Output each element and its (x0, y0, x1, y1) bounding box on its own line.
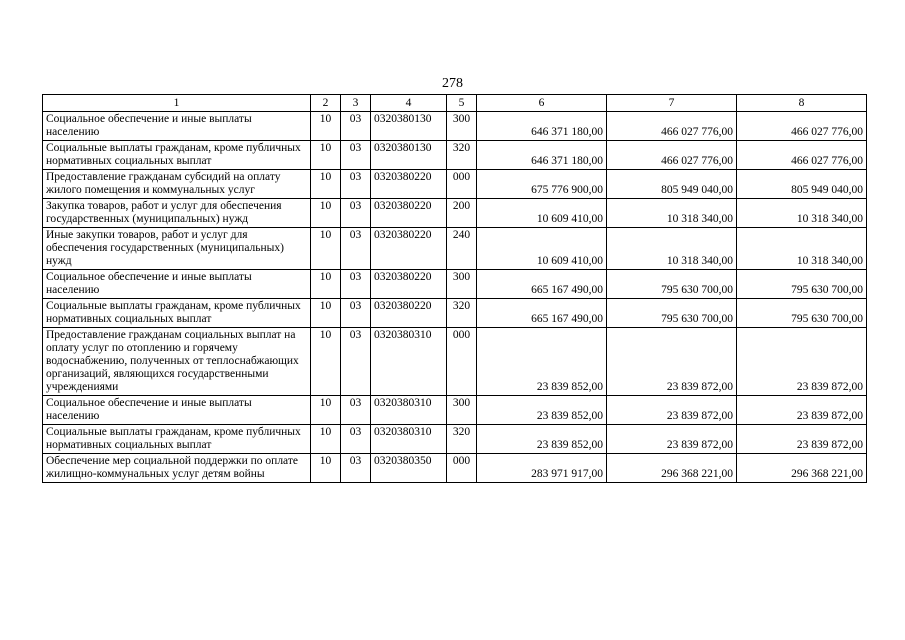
section-cell: 10 (311, 141, 341, 170)
amount-col8-cell: 466 027 776,00 (737, 112, 867, 141)
expense-type-cell: 000 (447, 454, 477, 483)
amount-col6-cell: 10 609 410,00 (477, 228, 607, 270)
section-cell: 10 (311, 454, 341, 483)
target-code-cell: 0320380220 (371, 228, 447, 270)
target-code-cell: 0320380220 (371, 170, 447, 199)
column-header: 4 (371, 95, 447, 112)
target-code-cell: 0320380220 (371, 299, 447, 328)
subsection-cell: 03 (341, 454, 371, 483)
column-header: 1 (43, 95, 311, 112)
section-cell: 10 (311, 112, 341, 141)
target-code-cell: 0320380220 (371, 199, 447, 228)
subsection-cell: 03 (341, 396, 371, 425)
item-name-cell: Предоставление гражданам социальных выплат на оплату услуг по отоплению и горячему водоснабжению, полученных от теплоснабжающих организаций, являющихся государственными учреждениями (43, 328, 311, 396)
subsection-cell: 03 (341, 299, 371, 328)
amount-col8-cell: 795 630 700,00 (737, 299, 867, 328)
column-header: 7 (607, 95, 737, 112)
section-cell: 10 (311, 170, 341, 199)
section-cell: 10 (311, 299, 341, 328)
target-code-cell: 0320380350 (371, 454, 447, 483)
expense-type-cell: 300 (447, 396, 477, 425)
amount-col6-cell: 646 371 180,00 (477, 112, 607, 141)
section-cell: 10 (311, 270, 341, 299)
amount-col6-cell: 646 371 180,00 (477, 141, 607, 170)
item-name-cell: Социальное обеспечение и иные выплаты населению (43, 112, 311, 141)
subsection-cell: 03 (341, 228, 371, 270)
amount-col7-cell: 795 630 700,00 (607, 270, 737, 299)
amount-col7-cell: 23 839 872,00 (607, 425, 737, 454)
amount-col7-cell: 10 318 340,00 (607, 228, 737, 270)
expense-type-cell: 000 (447, 328, 477, 396)
column-header: 8 (737, 95, 867, 112)
amount-col7-cell: 296 368 221,00 (607, 454, 737, 483)
amount-col7-cell: 466 027 776,00 (607, 112, 737, 141)
subsection-cell: 03 (341, 270, 371, 299)
target-code-cell: 0320380310 (371, 396, 447, 425)
item-name-cell: Социальное обеспечение и иные выплаты населению (43, 396, 311, 425)
item-name-cell: Социальные выплаты гражданам, кроме публичных нормативных социальных выплат (43, 141, 311, 170)
column-header: 2 (311, 95, 341, 112)
subsection-cell: 03 (341, 425, 371, 454)
table-row (43, 270, 867, 299)
column-header: 6 (477, 95, 607, 112)
amount-col8-cell: 805 949 040,00 (737, 170, 867, 199)
table-row (43, 328, 867, 396)
table-row (43, 170, 867, 199)
target-code-cell: 0320380130 (371, 141, 447, 170)
amount-col7-cell: 10 318 340,00 (607, 199, 737, 228)
amount-col6-cell: 675 776 900,00 (477, 170, 607, 199)
target-code-cell: 0320380310 (371, 328, 447, 396)
amount-col8-cell: 10 318 340,00 (737, 199, 867, 228)
subsection-cell: 03 (341, 328, 371, 396)
expense-type-cell: 300 (447, 270, 477, 299)
item-name-cell: Обеспечение мер социальной поддержки по оплате жилищно-коммунальных услуг детям войны (43, 454, 311, 483)
amount-col6-cell: 23 839 852,00 (477, 328, 607, 396)
item-name-cell: Социальные выплаты гражданам, кроме публичных нормативных социальных выплат (43, 425, 311, 454)
table-row (43, 112, 867, 141)
amount-col6-cell: 23 839 852,00 (477, 396, 607, 425)
table-body (43, 112, 867, 483)
expense-type-cell: 200 (447, 199, 477, 228)
header-row (43, 95, 867, 112)
section-cell: 10 (311, 228, 341, 270)
table-row (43, 141, 867, 170)
amount-col8-cell: 23 839 872,00 (737, 328, 867, 396)
expense-type-cell: 240 (447, 228, 477, 270)
table-row (43, 454, 867, 483)
amount-col6-cell: 665 167 490,00 (477, 270, 607, 299)
amount-col8-cell: 466 027 776,00 (737, 141, 867, 170)
table-row (43, 396, 867, 425)
amount-col7-cell: 23 839 872,00 (607, 328, 737, 396)
target-code-cell: 0320380130 (371, 112, 447, 141)
table-row (43, 299, 867, 328)
expense-type-cell: 320 (447, 141, 477, 170)
section-cell: 10 (311, 396, 341, 425)
amount-col7-cell: 795 630 700,00 (607, 299, 737, 328)
column-header: 5 (447, 95, 477, 112)
section-cell: 10 (311, 199, 341, 228)
item-name-cell: Предоставление гражданам субсидий на оплату жилого помещения и коммунальных услуг (43, 170, 311, 199)
expense-type-cell: 300 (447, 112, 477, 141)
amount-col6-cell: 283 971 917,00 (477, 454, 607, 483)
table-row (43, 228, 867, 270)
section-cell: 10 (311, 425, 341, 454)
subsection-cell: 03 (341, 170, 371, 199)
column-header: 3 (341, 95, 371, 112)
expense-type-cell: 320 (447, 425, 477, 454)
page-number: 278 (442, 76, 463, 91)
section-cell: 10 (311, 328, 341, 396)
table-row (43, 425, 867, 454)
target-code-cell: 0320380310 (371, 425, 447, 454)
subsection-cell: 03 (341, 199, 371, 228)
amount-col8-cell: 23 839 872,00 (737, 425, 867, 454)
item-name-cell: Социальное обеспечение и иные выплаты населению (43, 270, 311, 299)
amount-col8-cell: 10 318 340,00 (737, 228, 867, 270)
expense-type-cell: 320 (447, 299, 477, 328)
table-row (43, 199, 867, 228)
amount-col7-cell: 466 027 776,00 (607, 141, 737, 170)
budget-table (42, 94, 867, 483)
amount-col7-cell: 805 949 040,00 (607, 170, 737, 199)
amount-col7-cell: 23 839 872,00 (607, 396, 737, 425)
item-name-cell: Закупка товаров, работ и услуг для обеспечения государственных (муниципальных) нужд (43, 199, 311, 228)
amount-col8-cell: 296 368 221,00 (737, 454, 867, 483)
item-name-cell: Иные закупки товаров, работ и услуг для обеспечения государственных (муниципальных) нужд (43, 228, 311, 270)
amount-col8-cell: 23 839 872,00 (737, 396, 867, 425)
expense-type-cell: 000 (447, 170, 477, 199)
target-code-cell: 0320380220 (371, 270, 447, 299)
item-name-cell: Социальные выплаты гражданам, кроме публичных нормативных социальных выплат (43, 299, 311, 328)
amount-col6-cell: 665 167 490,00 (477, 299, 607, 328)
subsection-cell: 03 (341, 141, 371, 170)
amount-col6-cell: 23 839 852,00 (477, 425, 607, 454)
amount-col8-cell: 795 630 700,00 (737, 270, 867, 299)
subsection-cell: 03 (341, 112, 371, 141)
amount-col6-cell: 10 609 410,00 (477, 199, 607, 228)
